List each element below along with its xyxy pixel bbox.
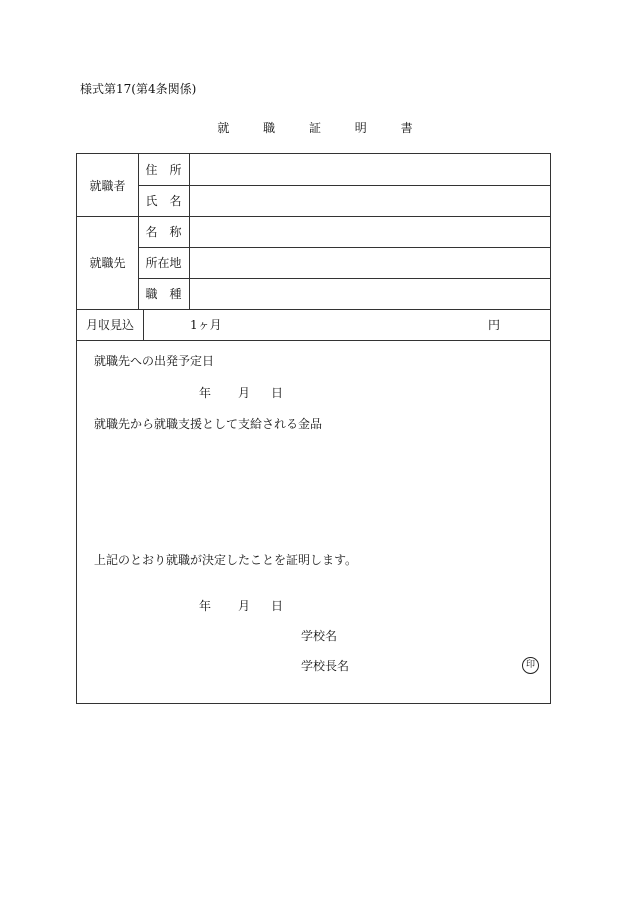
principal-name-label: 学校長名 [301, 658, 350, 673]
support-items-field[interactable] [94, 436, 534, 536]
seal-mark: 印 [522, 657, 539, 674]
income-amount-field[interactable] [222, 309, 482, 340]
cert-year-label: 年 [199, 598, 212, 613]
employee-group-label: 就職者 [89, 178, 126, 193]
document-title: 就 職 証 明 書 [217, 121, 428, 135]
departure-date-label: 就職先への出発予定日 [94, 353, 215, 368]
departure-month-label: 月 [238, 385, 251, 400]
form-number-label: 様式第17(第4条関係) [80, 82, 197, 96]
location-label: 所在地 [145, 256, 182, 270]
company-name-field[interactable] [190, 216, 550, 247]
certification-statement: 上記のとおり就職が決定したことを証明します。 [94, 552, 358, 567]
income-period: 1ヶ月 [190, 318, 222, 332]
address-field[interactable] [190, 154, 550, 185]
departure-day-label: 日 [271, 385, 284, 400]
name-label: 氏 名 [145, 194, 182, 208]
income-unit: 円 [488, 318, 501, 332]
support-items-label: 就職先から就職支援として支給される金品 [94, 416, 323, 431]
location-field[interactable] [190, 247, 550, 278]
departure-date-field[interactable] [199, 384, 283, 400]
company-name-label: 名 称 [145, 225, 182, 239]
certificate-form [76, 153, 551, 704]
job-type-label: 職 種 [145, 287, 182, 301]
principal-name-field[interactable] [357, 657, 507, 673]
job-type-field[interactable] [190, 278, 550, 309]
employer-group-label: 就職先 [89, 256, 126, 270]
certification-date-field[interactable] [199, 597, 283, 613]
income-label: 月収見込 [85, 318, 134, 332]
name-field[interactable] [190, 185, 550, 216]
cert-day-label: 日 [271, 598, 284, 613]
departure-year-label: 年 [199, 385, 212, 400]
cert-month-label: 月 [238, 598, 251, 613]
school-name-field[interactable] [345, 627, 505, 643]
school-name-label: 学校名 [301, 628, 338, 643]
address-label: 住 所 [145, 163, 182, 177]
